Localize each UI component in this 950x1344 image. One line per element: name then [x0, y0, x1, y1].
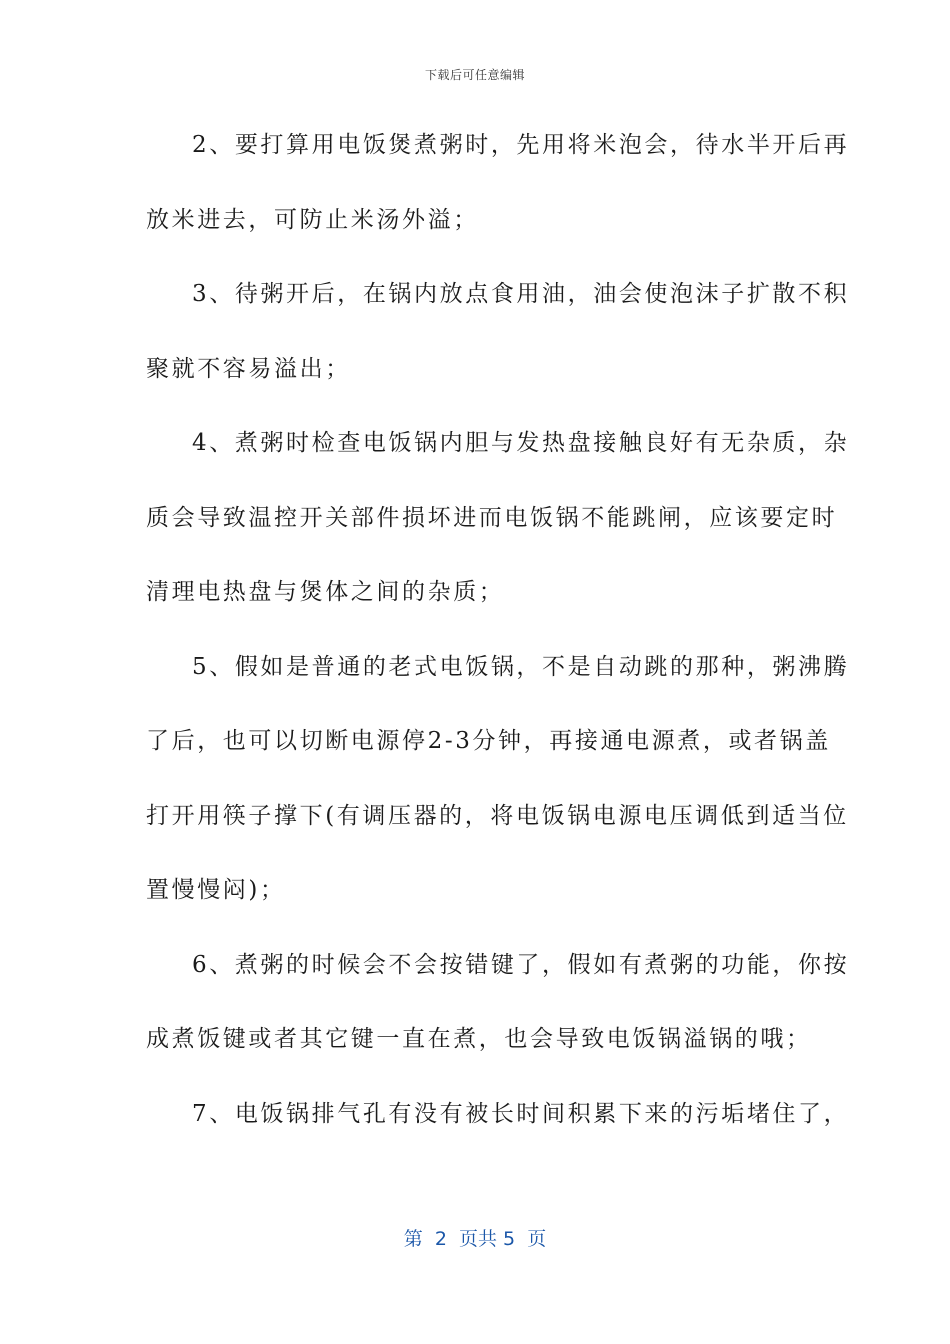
document-body: [146, 108, 850, 1151]
page-number-footer: 第 2 页共 5 页: [403, 1228, 547, 1250]
paragraph-line: 3、待粥开后，在锅内放点食用油，油会使泡沫子扩散不积: [192, 281, 850, 307]
header-note: 下载后可任意编辑: [424, 68, 525, 82]
paragraph-line: 打开用筷子撑下(有调压器的，将电饭锅电源电压调低到适当位: [146, 802, 849, 829]
paragraph-line: 质会导致温控开关部件损坏进而电饭锅不能跳闸，应该要定时: [146, 504, 838, 531]
paragraph-line: 聚就不容易溢出；: [146, 355, 351, 382]
paragraph-line: 6、煮粥的时候会不会按错键了，假如有煮粥的功能，你按: [192, 951, 850, 978]
paragraph-line: 成煮饭键或者其它键一直在煮，也会导致电饭锅溢锅的哦；: [146, 1026, 812, 1052]
paragraph-line: 置慢慢闷)；: [146, 877, 286, 903]
paragraph-line: 4、煮粥时检查电饭锅内胆与发热盘接触良好有无杂质，杂: [192, 430, 850, 456]
paragraph-line: 放米进去，可防止米汤外溢；: [146, 206, 479, 233]
paragraph-line: 了后，也可以切断电源停2-3分钟，再接通电源煮，或者锅盖: [146, 728, 831, 754]
paragraph-line: 5、假如是普通的老式电饭锅，不是自动跳的那种，粥沸腾: [192, 653, 850, 680]
paragraph-line: 2、要打算用电饭煲煮粥时，先用将米泡会，待水半开后再: [192, 132, 850, 158]
paragraph-line: 7、电饭锅排气孔有没有被长时间积累下来的污垢堵住了，: [192, 1100, 850, 1127]
paragraph-line: 清理电热盘与煲体之间的杂质；: [146, 579, 505, 605]
